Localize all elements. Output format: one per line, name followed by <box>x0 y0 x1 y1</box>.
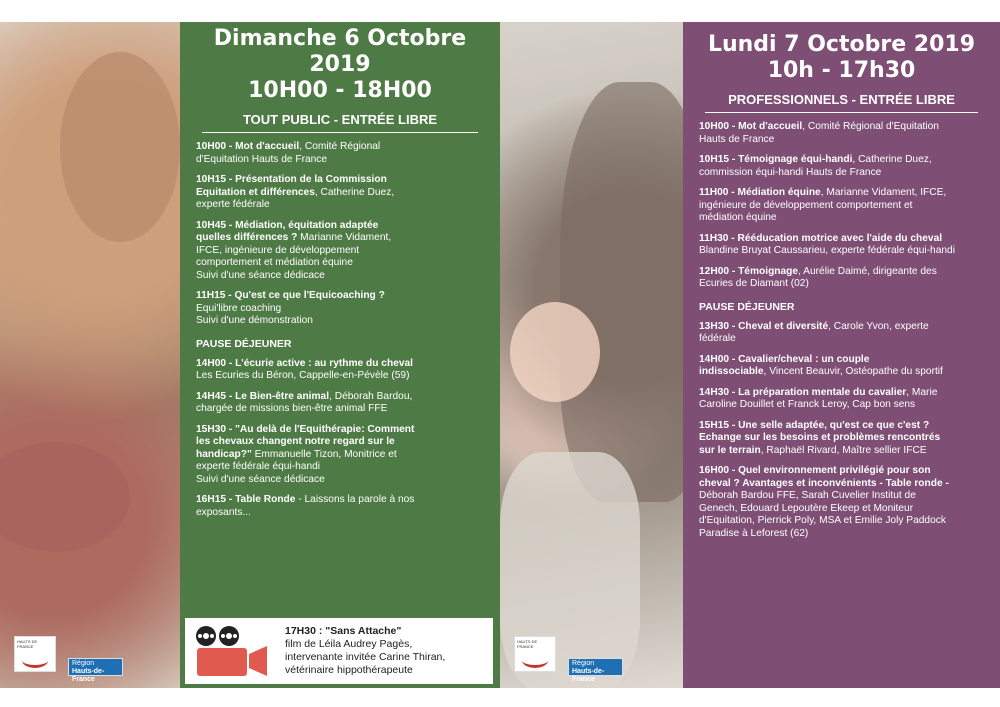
sunday-program-panel <box>180 22 500 688</box>
item-heading: 14H30 - La préparation mentale du cavalier <box>699 386 907 398</box>
schedule-item <box>699 420 986 458</box>
item-speaker: , Catherine Duez, <box>852 154 932 165</box>
monday-audience: PROFESSIONNELS - ENTRÉE LIBRE <box>728 92 955 107</box>
item-detail-line: d'Equitation Hauts de France <box>196 153 328 165</box>
item-detail-line: Suivi d'une séance dédicace <box>196 269 325 281</box>
item-detail-line: Les Ecuries du Béron, Cappelle-en-Pévèle (59) <box>196 370 410 381</box>
item-detail-line: Déborah Bardou FFE, Sarah Cuvelier Institut de <box>699 490 916 501</box>
item-speaker: Emmanuelle Tizon, Monitrice et <box>251 448 397 460</box>
item-detail-line: Blandine Bruyat Caussarieu, experte fédérale équi-handi <box>699 245 955 256</box>
ffe-logo: HAUTS DE FRANCE <box>14 636 56 672</box>
item-heading: 15H15 - Une selle adaptée, qu'est ce que c'est ? <box>699 419 930 431</box>
schedule-item <box>196 290 486 328</box>
item-detail-line: Caroline Douillet et Franck Leroy, Cap bon sens <box>699 399 916 410</box>
item-speaker: , Comité Régional d'Equitation <box>802 121 939 132</box>
ffe-logo-2: HAUTS DE FRANCE <box>514 636 556 672</box>
schedule-item <box>699 354 986 379</box>
item-heading-cont: les chevaux changent notre regard sur le <box>196 436 395 447</box>
item-heading: 14H00 - L'écurie active : au rythme du cheval <box>196 357 414 369</box>
item-speaker: , Catherine Duez, <box>314 186 395 198</box>
item-speaker: , Marie <box>906 386 938 398</box>
item-heading: 10H15 - Présentation de la Commission <box>196 174 387 185</box>
item-speaker: , Déborah Bardou, <box>329 390 413 402</box>
monday-date-title: Lundi 7 Octobre 2019 <box>707 32 976 57</box>
item-heading: 13H30 - Cheval et diversité <box>699 320 829 332</box>
film-camera-icon <box>191 624 271 678</box>
schedule-item <box>196 358 486 383</box>
item-heading: 12H00 - Témoignage <box>699 265 799 277</box>
item-speaker: - Laissons la parole à nos <box>295 494 415 505</box>
item-heading-cont: Equitation et différences <box>196 186 315 198</box>
item-detail-line: Equi'libre coaching <box>196 302 282 314</box>
item-heading-cont: indissociable <box>699 366 764 377</box>
item-detail-line: Suivi d'une démonstration <box>196 315 313 326</box>
item-heading-cont: sur le terrain <box>699 444 761 456</box>
item-detail-line: Paradise à Leforest (62) <box>699 527 809 539</box>
item-detail-line: Hauts de France <box>699 133 775 145</box>
item-heading-cont: cheval ? Avantages et inconvénients - Table ronde - <box>699 477 949 489</box>
divider <box>202 132 478 133</box>
item-speaker: , Raphaël Rivard, Maître sellier IFCE <box>760 444 927 456</box>
schedule-item <box>196 494 486 519</box>
schedule-item <box>699 465 986 540</box>
sunday-schedule <box>180 141 500 519</box>
item-detail-line: Ecuries de Diamant (02) <box>699 278 809 289</box>
item-heading: 11H15 - Qu'est ce que l'Equicoaching ? <box>196 290 385 301</box>
schedule-item <box>699 121 986 146</box>
item-speaker: , Marianne Vidament, IFCE, <box>820 187 947 198</box>
schedule-item <box>699 233 986 258</box>
item-heading: 16H00 - Quel environnement privilégié pour son <box>699 465 931 476</box>
schedule-item <box>699 387 986 412</box>
item-heading: 10H45 - Médiation, équitation adaptée <box>196 219 379 231</box>
monday-program-panel <box>683 22 1000 688</box>
item-speaker: , Vincent Beauvir, Ostéopathe du sportif <box>763 366 943 377</box>
item-heading-cont: quelles différences ? <box>196 232 298 243</box>
region-logo: Région Hauts-de-France <box>68 658 123 676</box>
sunday-date-title: Dimanche 6 Octobre 2019 <box>213 26 467 77</box>
item-heading: 15H30 - "Au delà de l'Equithérapie: Comment <box>196 423 415 435</box>
item-detail-line: ingénieure de développement comportement et <box>699 199 913 211</box>
lunch-break-label: PAUSE DÉJEUNER <box>196 337 292 350</box>
item-speaker: , Carole Yvon, experte <box>828 320 929 332</box>
schedule-item <box>196 424 486 487</box>
film-description: 17H30 : "Sans Attache" film de Léila Audrey Pagès, intervenante invitée Carine Thiran, vétérinaire hippothérapeute <box>285 625 446 676</box>
item-detail-line: IFCE, ingénieure de développement <box>196 244 360 256</box>
girl-horse-photo <box>500 22 683 688</box>
item-detail-line: experte fédérale équi-handi <box>196 461 321 472</box>
item-detail-line: médiation équine <box>699 212 777 223</box>
item-detail-line: chargée de missions bien-être animal FFE <box>196 403 388 414</box>
horse-photo-left <box>0 22 180 688</box>
lunch-break-label: PAUSE DÉJEUNER <box>699 300 795 313</box>
schedule-item <box>699 266 986 291</box>
item-detail-line: exposants... <box>196 506 251 518</box>
monday-hours-title: 10h - 17h30 <box>767 58 916 83</box>
item-heading: 10H00 - Mot d'accueil <box>699 121 803 132</box>
item-heading: 11H00 - Médiation équine <box>699 187 821 198</box>
item-heading: 10H00 - Mot d'accueil <box>196 141 300 152</box>
divider <box>705 112 978 113</box>
item-speaker: Marianne Vidament, <box>297 232 392 243</box>
item-detail-line: d'Equitation, Pierrick Poly, MSA et Emilie Joly Paddock <box>699 515 946 526</box>
schedule-item <box>196 220 486 283</box>
schedule-item <box>196 174 486 212</box>
sunday-audience: TOUT PUBLIC - ENTRÉE LIBRE <box>242 112 438 127</box>
item-heading-cont: handicap?" <box>196 448 252 460</box>
schedule-item <box>699 321 986 346</box>
monday-schedule <box>683 121 1000 540</box>
item-detail-line: comportement et médiation équine <box>196 257 353 268</box>
item-heading: 14H00 - Cavalier/cheval : un couple <box>699 353 870 365</box>
item-heading: 14H45 - Le Bien-être animal <box>196 390 330 402</box>
item-heading: 11H30 - Rééducation motrice avec l'aide du cheval <box>699 232 943 244</box>
region-logo-2: Région Hauts-de-France <box>568 658 623 676</box>
item-detail-line: experte fédérale <box>196 199 270 210</box>
schedule-item <box>196 141 486 166</box>
item-detail-line: fédérale <box>699 333 736 344</box>
item-speaker: , Comité Régional <box>299 141 381 152</box>
schedule-item <box>699 154 986 179</box>
item-detail-line: Suivi d'une séance dédicace <box>196 473 325 485</box>
item-heading-cont: Echange sur les besoins et problèmes rencontrés <box>699 432 941 443</box>
sunday-hours-title: 10H00 - 18H00 <box>248 78 432 103</box>
schedule-item <box>196 391 486 416</box>
film-screening-box <box>185 618 493 684</box>
schedule-item <box>699 187 986 225</box>
item-heading: 16H15 - Table Ronde <box>196 494 296 505</box>
item-detail-line: Genech, Edouard Lepoutère Ekeep et Moniteur <box>699 502 914 514</box>
item-detail-line: commission équi-handi Hauts de France <box>699 166 882 178</box>
item-speaker: , Aurélie Daimé, dirigeante des <box>798 265 937 277</box>
item-heading: 10H15 - Témoignage équi-handi <box>699 154 853 165</box>
